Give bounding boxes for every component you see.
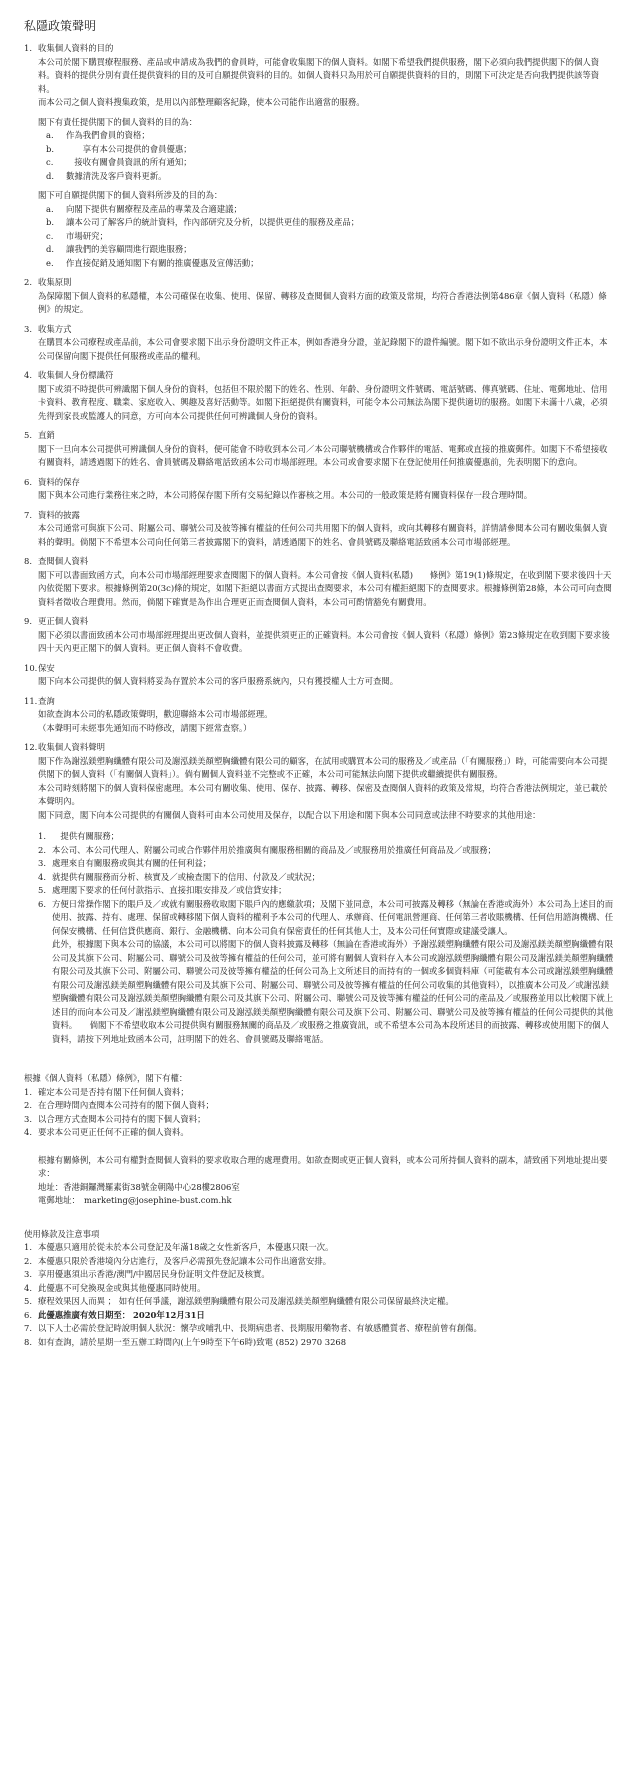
section-number: 10.	[24, 662, 38, 673]
list-item: 6. 方便日常操作閣下的賬戶及／或就有關服務收取閣下賬戶內的應繳款項；及閣下並同意，本公司可披露及轉移（無論在香港或海外）本公司為上述目的而使用、披露、持有、處理、保留或轉移閣下個人資料的權利予本公司的代理人、承辦商、任何電訊營運商、任何第三者收賬機構、任何信用諮詢機構、任何保安機構、任何信貸供應商、銀行、金融機構、向本公司負有保密責任的任何其他人士，及本公司任何實際或建議受讓人。	[38, 898, 614, 936]
list-item: 3. 享用優惠須出示香港/澳門/中國居民身份証明文件登記及核實。	[24, 1269, 270, 1279]
section-heading: 更正個人資料	[38, 616, 89, 626]
section-10	[24, 662, 614, 689]
section-2	[24, 276, 614, 317]
section-paragraph: 此外，根據閣下與本公司的協議，本公司可以將閣下的個人資料披露及轉移（無論在香港或海外）予謝泓鎂塑胸纖體有限公司及謝泓鎂美顏塑胸纖體有限公司及其旗下公司、附屬公司、聯號公司及彼等擁有權益的任何公司，並可將有關個人資料存入本公司或謝泓鎂塑胸纖體有限公司及謝泓鎂美顏塑胸纖體有限公司及其旗下公司、附屬公司、聯號公司及彼等擁有權益的任何公司為上文所述目的而持有的一個或多個資料庫（可能載有本公司或謝泓鎂塑胸纖體有限公司及謝泓鎂美顏塑胸纖體有限公司及其旗下公司、附屬公司、聯號公司及彼等擁有權益的任何公司收集的其他資料），以推廣本公司及／或謝泓鎂塑胸纖體有限公司及謝泓鎂美顏塑胸纖體有限公司及其旗下公司、附屬公司、聯號公司及彼等擁有權益的任何公司的產品及／或服務並用以比較閣下就上述目的而向本公司及／謝泓鎂塑胸纖體有限公司及謝泓鎂美顏塑胸纖體有限公司及旗下公司、附屬公司、聯號公司及彼等擁有權益的任何公司提供的其他資料。 倘閣下不希望收取本公司提供與有關服務無關的商品及／或服務之推廣資訊，或不希望本公司為本段所述目的而披露、轉移或使用閣下的個人資料，請按下列地址致函本公司，註明閣下的姓名、會員號碼及聯絡電話。	[52, 939, 614, 1044]
list-item: 2. 本優惠只限於香港境內分店進行，及客戶必需預先登記讓本公司作出適當安排。	[24, 1255, 332, 1266]
page-title: 私隱政策聲明	[24, 19, 97, 33]
list-item: a. 作為我們會員的資格；	[46, 130, 150, 140]
section-3	[24, 323, 614, 364]
section-heading: 保安	[38, 662, 55, 673]
list-item: 4. 此優惠不可兌換現金或與其他優惠同時使用。	[24, 1282, 206, 1293]
list-item: 5. 療程效果因人而異 ； 如有任何爭議，謝泓鎂塑胸纖體有限公司及謝泓鎂美顏塑胸纖體有限公司保留最終決定權。	[24, 1296, 454, 1306]
section-8	[24, 555, 614, 609]
section-heading: 收集原則	[38, 277, 72, 287]
section-number: 7.	[24, 509, 32, 520]
section-paragraph: 閣下同意，閣下向本公司提供的有關個人資料可由本公司使用及保存，以配合以下用途和閣下與本公司同意或法律不時要求的其他用途：	[38, 809, 541, 820]
voluntary-purposes-intro: 閣下可自願提供閣下的個人資料所涉及的目的為：	[38, 190, 223, 200]
section-heading: 直銷	[38, 430, 55, 440]
fee-paragraph: 根據有關條例，本公司有權對查閱個人資料的要求收取合理的處理費用。如欲查閱或更正個人資料，或本公司所持個人資料的副本，請致函下列地址提出要求：	[38, 1154, 608, 1178]
section-heading: 資料的披露	[38, 509, 80, 520]
list-item: c. 接收有關會員資訊的所有通知；	[46, 157, 192, 167]
list-item: 7. 以下人士必需於登記時說明個人狀況：懷孕或哺乳中、長期病患者、長期服用藥物者、有敏感體質者、療程前曾有創傷。	[24, 1323, 482, 1333]
list-item: 5. 處理閣下要求的任何付款指示、直接扣賬安排及／或信貸安排；	[38, 885, 287, 895]
contact-address: 地址：香港銅鑼灣羅素街38號金朝陽中心28樓2806室	[38, 1181, 240, 1192]
section-paragraph: 閣下或須不時提供可辨識閣下個人身份的資料，包括但不限於閣下的姓名、性別、年齡、身份證明文件號碼、電話號碼、傳真號碼、住址、電郵地址、信用卡資料、教育程度、職業、家庭收入、興趣及喜好活動等。如閣下拒絕提供有關資料，可能令本公司無法為閣下提供適切的服務。如閣下未滿十八歲，必須先得到家長或監護人的同意，方可向本公司提供任何可辨識個人身份的資料。	[38, 383, 608, 421]
section-paragraph: 本公司時刻將閣下的個人資料保密處理。本公司有關收集、使用、保存、披露、轉移、保密及查閱個人資料的政策及常規，均符合香港法例規定，並已載於本聲明內。	[38, 782, 608, 806]
rights-intro: 根據《個人資料（私隱）條例》，閣下有權：	[24, 1073, 188, 1083]
section-paragraph: 閣下作為謝泓鎂塑胸纖體有限公司及謝泓鎂美顏塑胸纖體有限公司的顧客，在試用或購買本公司的服務及／或產品（「有關服務」）時，可能需要向本公司提供閣下的個人資料（「有關個人資料」）。倘有關個人資料並不完整或不正確，本公司可能無法向閣下提供或繼續提供有關服務。	[38, 755, 608, 779]
list-item: 2. 在合理時間內查閱本公司持有的閣下個人資料；	[24, 1100, 214, 1110]
section-number: 6.	[24, 476, 32, 487]
section-heading: 收集個人身份標識符	[38, 370, 114, 380]
section-paragraph: 而本公司之個人資料搜集政策，是用以內部整理顧客紀錄，使本公司能作出適當的服務。	[38, 97, 365, 107]
section-paragraph: 閣下必須以書面致函本公司市場部經理提出更改個人資料，並提供須更正的正確資料。本公司會按《個人資料（私隱）條例》第23條規定在收到閣下要求後四十天內更正閣下的個人資料。更正個人資料不會收費。	[38, 629, 610, 653]
section-paragraph: 在購買本公司療程或產品前，本公司會要求閣下出示身份證明文件正本，例如香港身分證，並記錄閣下的證件編號。閣下如不欲出示身份證明文件正本，本公司保留向閣下提供任何服務或產品的權利。	[38, 337, 608, 361]
section-11	[24, 695, 614, 736]
section-paragraph: 本公司於閣下購買療程服務、產品或申請成為我們的會員時，可能會收集閣下的個人資料。如閣下希望我們提供服務，閣下必須向我們提供閣下的個人資料。資料的提供分別有責任提供資料的目的及可自願提供資料的目的。如個人資料只為用於可自願提供資料的目的，則閣下可決定是否向我們提供該等資料。	[38, 56, 600, 94]
section-5	[24, 429, 614, 470]
terms-section	[24, 1228, 614, 1350]
section-4	[24, 369, 614, 423]
section-paragraph: 閣下一旦向本公司提供可辨識個人身份的資料，便可能會不時收到本公司／本公司聯號機構或合作夥伴的電話、電郵或直接的推廣郵件。如閣下不希望接收有關資料，請透過閣下的姓名、會員號碼及聯絡電話致函本公司市場部經理。本公司或會要求閣下在登記使用任何推廣優惠前，先表明閣下的意向。	[38, 443, 608, 467]
section-paragraph: 如欲查詢本公司的私隱政策聲明，歡迎聯絡本公司市場部經理。	[38, 709, 273, 719]
list-item: e. 作直接促銷及通知閣下有關的推廣優惠及宣傳活動；	[46, 257, 259, 268]
list-item: 1. 提供有關服務；	[38, 831, 119, 841]
rights-section	[24, 1072, 614, 1208]
terms-list	[24, 1241, 614, 1349]
list-item: 1. 本優惠只適用於從未於本公司登記及年滿18歲之女性新客戶，本優惠只限一次。	[24, 1242, 334, 1252]
section-number: 3.	[24, 323, 32, 334]
section-note: （本聲明可未經事先通知而不時修改，請閣下經常查察。）	[38, 722, 252, 733]
section-heading: 收集個人資料聲明	[38, 742, 105, 752]
section-number: 2.	[24, 277, 32, 287]
terms-heading: 使用條款及注意事項	[24, 1228, 100, 1239]
list-item: 1. 確定本公司是否持有閣下任何個人資料；	[24, 1086, 189, 1097]
required-purposes-list	[24, 129, 614, 183]
section-number: 11.	[24, 695, 38, 706]
list-item: 6. 此優惠推廣有效日期至： 2020年12月31日	[24, 1309, 205, 1320]
list-item: b. 讓本公司了解客戶的統計資料，作內部研究及分析，以提供更佳的服務及產品；	[46, 217, 360, 227]
section-paragraph: 為保障閣下個人資料的私隱權，本公司確保在收集、使用、保留、轉移及查閱個人資料方面的政策及常規，均符合香港法例第486章《個人資料（私隱）條例》的規定。	[38, 290, 607, 314]
contact-email[interactable]: 電郵地址： marketing@josephine-bust.com.hk	[38, 1195, 232, 1205]
section-heading: 資料的保存	[38, 476, 80, 487]
list-item: c. 市場研究；	[46, 230, 108, 241]
section-number: 5.	[24, 430, 32, 440]
list-item: b. 享有本公司提供的會員優惠；	[46, 143, 192, 154]
section-number: 4.	[24, 370, 32, 380]
list-item: a. 向閣下提供有關療程及產品的專業及合適建議；	[46, 203, 242, 214]
section-6	[24, 476, 614, 503]
rights-list	[24, 1086, 614, 1140]
voluntary-purposes-list	[24, 203, 614, 271]
section-heading: 收集個人資料的目的	[38, 43, 114, 53]
section-paragraph: 本公司通常可與旗下公司、附屬公司、聯號公司及彼等擁有權益的任何公司共用閣下的個人資料，或向其轉移有關資料，詳情請參閱本公司有關收集個人資料的聲明。倘閣下不希望本公司向任何第三者披露閣下的資料，請透過閣下的姓名、會員號碼及聯絡電話致函本公司市場部經理。	[38, 523, 608, 547]
section-paragraph: 閣下向本公司提供的個人資料將妥為存置於本公司的客戶服務系統內，只有獲授權人士方可查閱。	[38, 676, 399, 686]
section-1	[24, 42, 614, 270]
list-item: 3. 處理來自有關服務或與其有關的任何利益；	[38, 858, 212, 868]
list-item: 2. 本公司、本公司代理人、附屬公司或合作夥伴用於推廣與有關服務相關的商品及／或服務用於推廣任何商品及／或服務；	[38, 844, 496, 855]
section-number: 12.	[24, 742, 38, 752]
list-item: 3. 以合理方式查閱本公司持有的閣下個人資料；	[24, 1113, 206, 1124]
section-heading: 收集方式	[38, 323, 72, 334]
list-item: 4. 就提供有關服務而分析、核實及／或檢查閣下的信用、付款及／或狀況；	[38, 871, 320, 882]
required-purposes-intro: 閣下有責任提供閣下的個人資料的目的為：	[38, 116, 198, 127]
section-number: 9.	[24, 616, 32, 626]
section-12	[24, 741, 614, 1046]
usage-purposes-list	[24, 830, 614, 938]
section-heading: 查閱個人資料	[38, 556, 89, 566]
section-number: 1.	[24, 43, 32, 53]
list-item: 8. 如有查詢，請於星期一至五辦工時間內(上午9時至下午6時)致電 (852) 2970 3268	[24, 1336, 347, 1347]
section-paragraph: 閣下可以書面致函方式，向本公司市場部經理要求查閱閣下的個人資料。本公司會按《個人資料(私隱) 條例》第19(1)條規定，在收到閣下要求後四十天內依從閣下要求。根據條例第20(3c)條的規定，如閣下拒絕以書面方式提出查閱要求，本公司有權拒絕閣下的查閱要求。根據條例第28條，本公司可向查閱資料者徵收合理費用。然而，倘閣下確實是為作出合理更正而查閱個人資料，本公司可酌情豁免有關費用。	[38, 569, 612, 607]
list-item: d. 讓我們的美容顧問進行跟進服務；	[46, 244, 192, 254]
list-item: d. 數據清洗及客戶資料更新。	[46, 170, 167, 181]
list-item: 4. 要求本公司更正任何不正確的個人資料。	[24, 1127, 189, 1137]
section-7	[24, 509, 614, 550]
section-9	[24, 615, 614, 656]
section-paragraph: 閣下與本公司進行業務往來之時，本公司將保存閣下所有交易紀錄以作審核之用。本公司的一般政策是將有關資料保存一段合理時間。	[38, 490, 533, 500]
section-number: 8.	[24, 556, 32, 566]
section-heading: 查詢	[38, 695, 55, 706]
